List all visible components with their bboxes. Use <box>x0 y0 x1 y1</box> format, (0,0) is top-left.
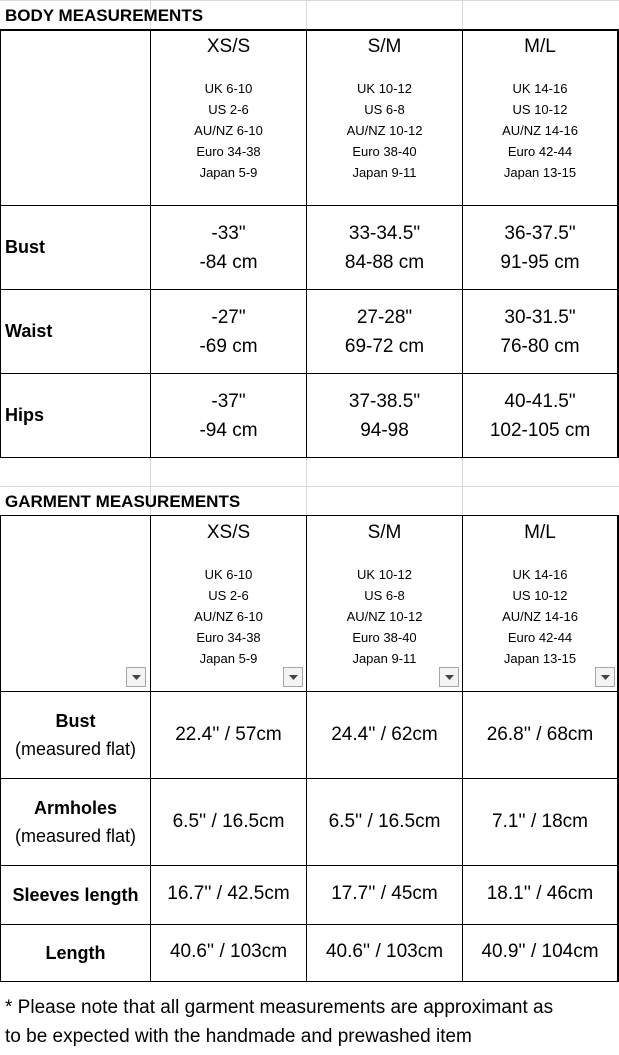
footnote-line: to be expected with the handmade and prewashed item <box>5 1026 472 1047</box>
size-conversion: AU/NZ 6-10 <box>194 609 263 624</box>
footnote-line: * Please note that all garment measurements are approximant as <box>5 997 554 1018</box>
size-conversion: US 6-8 <box>364 588 405 603</box>
cell-cm: -69 cm <box>199 336 258 357</box>
size-column-header <box>463 36 617 183</box>
cell-cm: -94 cm <box>199 420 258 441</box>
footnote <box>5 993 615 1051</box>
size-name: XS/S <box>206 36 251 57</box>
size-conversion: Euro 34-38 <box>196 630 261 645</box>
table-cell <box>151 303 306 361</box>
table-cell <box>151 387 306 445</box>
row-label-main: Bust <box>55 711 96 731</box>
table-cell: 7.1'' / 18cm <box>492 811 588 832</box>
cell-inches: -27" <box>211 307 246 328</box>
row-label-waist: Waist <box>5 321 53 341</box>
table-cell: 17.7'' / 45cm <box>331 883 438 904</box>
size-conversion: US 10-12 <box>512 102 568 117</box>
table-border <box>0 981 619 982</box>
table-cell: 22.4'' / 57cm <box>175 724 282 745</box>
size-conversion: AU/NZ 10-12 <box>346 609 423 624</box>
cell-inches: 33-34.5" <box>348 223 421 244</box>
size-column-header <box>307 36 462 183</box>
table-border <box>0 29 1 458</box>
size-conversion: AU/NZ 14-16 <box>502 123 578 138</box>
size-conversion: US 2-6 <box>208 102 249 117</box>
size-conversion: Euro 38-40 <box>352 630 417 645</box>
row-label-main: Length <box>45 943 106 963</box>
cell-inches: 27-28" <box>356 307 413 328</box>
size-conversion: Japan 13-15 <box>503 165 577 180</box>
chevron-down-icon <box>601 675 610 680</box>
size-conversion: UK 14-16 <box>512 567 568 582</box>
row-label-hips: Hips <box>5 405 45 425</box>
size-conversion: AU/NZ 10-12 <box>346 123 423 138</box>
table-border <box>0 778 619 779</box>
size-name: M/L <box>524 522 556 543</box>
chevron-down-icon <box>289 675 298 680</box>
table-cell: 6.5'' / 16.5cm <box>172 811 285 832</box>
table-cell: 24.4'' / 62cm <box>331 724 438 745</box>
cell-cm: 84-88 cm <box>344 252 425 273</box>
size-conversion: UK 6-10 <box>204 567 253 582</box>
row-label-sub: (measured flat) <box>14 739 137 759</box>
size-conversion: Japan 13-15 <box>503 651 577 666</box>
table-border <box>0 924 619 925</box>
cell-cm: 94-98 <box>360 420 409 441</box>
table-cell <box>307 303 462 361</box>
size-conversion: UK 10-12 <box>357 567 412 582</box>
garment-section-title: GARMENT MEASUREMENTS <box>5 492 241 511</box>
table-cell: 6.5'' / 16.5cm <box>328 811 441 832</box>
size-conversion: Euro 42-44 <box>507 630 573 645</box>
cell-inches: -37" <box>211 391 246 412</box>
row-label-bust: Bust <box>5 237 45 257</box>
size-name: S/M <box>367 36 402 57</box>
size-name: S/M <box>367 522 402 543</box>
cell-inches: 40-41.5" <box>504 391 576 412</box>
size-column-header <box>307 522 462 669</box>
body-section-title: BODY MEASUREMENTS <box>5 6 204 25</box>
table-border <box>0 691 619 692</box>
size-conversion: UK 6-10 <box>204 81 253 96</box>
table-cell <box>151 219 306 277</box>
chevron-down-icon <box>132 675 141 680</box>
size-conversion: Japan 9-11 <box>352 165 417 180</box>
cell-cm: 76-80 cm <box>500 336 580 357</box>
row-label-sub: (measured flat) <box>14 826 137 846</box>
table-cell <box>463 303 617 361</box>
table-border <box>0 515 619 516</box>
table-cell <box>307 219 462 277</box>
table-cell: 40.9'' / 104cm <box>481 941 599 962</box>
size-conversion: US 2-6 <box>208 588 249 603</box>
gridline <box>306 0 307 30</box>
filter-dropdown-button[interactable] <box>595 667 615 687</box>
size-conversion: Japan 5-9 <box>199 651 258 666</box>
row-label-main: Sleeves length <box>12 885 139 905</box>
table-border <box>0 373 619 374</box>
size-name: M/L <box>524 36 556 57</box>
filter-dropdown-button[interactable] <box>283 667 303 687</box>
row-label-sleeves-length <box>1 881 150 909</box>
size-conversion: Euro 42-44 <box>507 144 573 159</box>
cell-cm: 102-105 cm <box>489 420 591 441</box>
size-conversion: US 6-8 <box>364 102 405 117</box>
size-column-header <box>151 36 306 183</box>
size-conversion: AU/NZ 14-16 <box>502 609 578 624</box>
table-border <box>0 457 619 458</box>
table-border <box>0 865 619 866</box>
row-label-length <box>1 939 150 967</box>
cell-cm: 69-72 cm <box>344 336 425 357</box>
table-cell: 16.7'' / 42.5cm <box>167 883 290 904</box>
table-border <box>0 205 619 206</box>
size-conversion: AU/NZ 6-10 <box>194 123 263 138</box>
gridline <box>462 0 463 30</box>
cell-inches: 37-38.5" <box>348 391 421 412</box>
table-cell: 40.6'' / 103cm <box>169 941 288 962</box>
cell-inches: -33" <box>211 223 246 244</box>
row-label-armholes <box>1 794 150 850</box>
table-border <box>0 29 619 31</box>
size-conversion: UK 10-12 <box>357 81 412 96</box>
size-column-header <box>463 522 617 669</box>
filter-dropdown-button[interactable] <box>126 667 146 687</box>
table-cell: 26.8'' / 68cm <box>486 724 594 745</box>
size-conversion: UK 14-16 <box>512 81 568 96</box>
size-conversion: Euro 34-38 <box>196 144 261 159</box>
row-label-main: Armholes <box>33 798 118 818</box>
size-column-header <box>151 522 306 669</box>
cell-cm: -84 cm <box>199 252 258 273</box>
size-conversion: Japan 9-11 <box>352 651 417 666</box>
size-conversion: Japan 5-9 <box>199 165 258 180</box>
chevron-down-icon <box>445 675 454 680</box>
table-cell <box>463 219 617 277</box>
gridline <box>0 486 619 487</box>
size-conversion: Euro 38-40 <box>352 144 417 159</box>
table-cell: 40.6'' / 103cm <box>325 941 444 962</box>
table-cell: 18.1'' / 46cm <box>486 883 594 904</box>
gridline <box>0 0 619 1</box>
size-name: XS/S <box>206 522 251 543</box>
table-cell <box>463 387 617 445</box>
table-border <box>0 289 619 290</box>
row-label-bust <box>1 707 150 763</box>
table-cell <box>307 387 462 445</box>
filter-dropdown-button[interactable] <box>439 667 459 687</box>
cell-inches: 36-37.5" <box>504 223 576 244</box>
size-conversion: US 10-12 <box>512 588 568 603</box>
cell-inches: 30-31.5" <box>504 307 576 328</box>
cell-cm: 91-95 cm <box>500 252 580 273</box>
